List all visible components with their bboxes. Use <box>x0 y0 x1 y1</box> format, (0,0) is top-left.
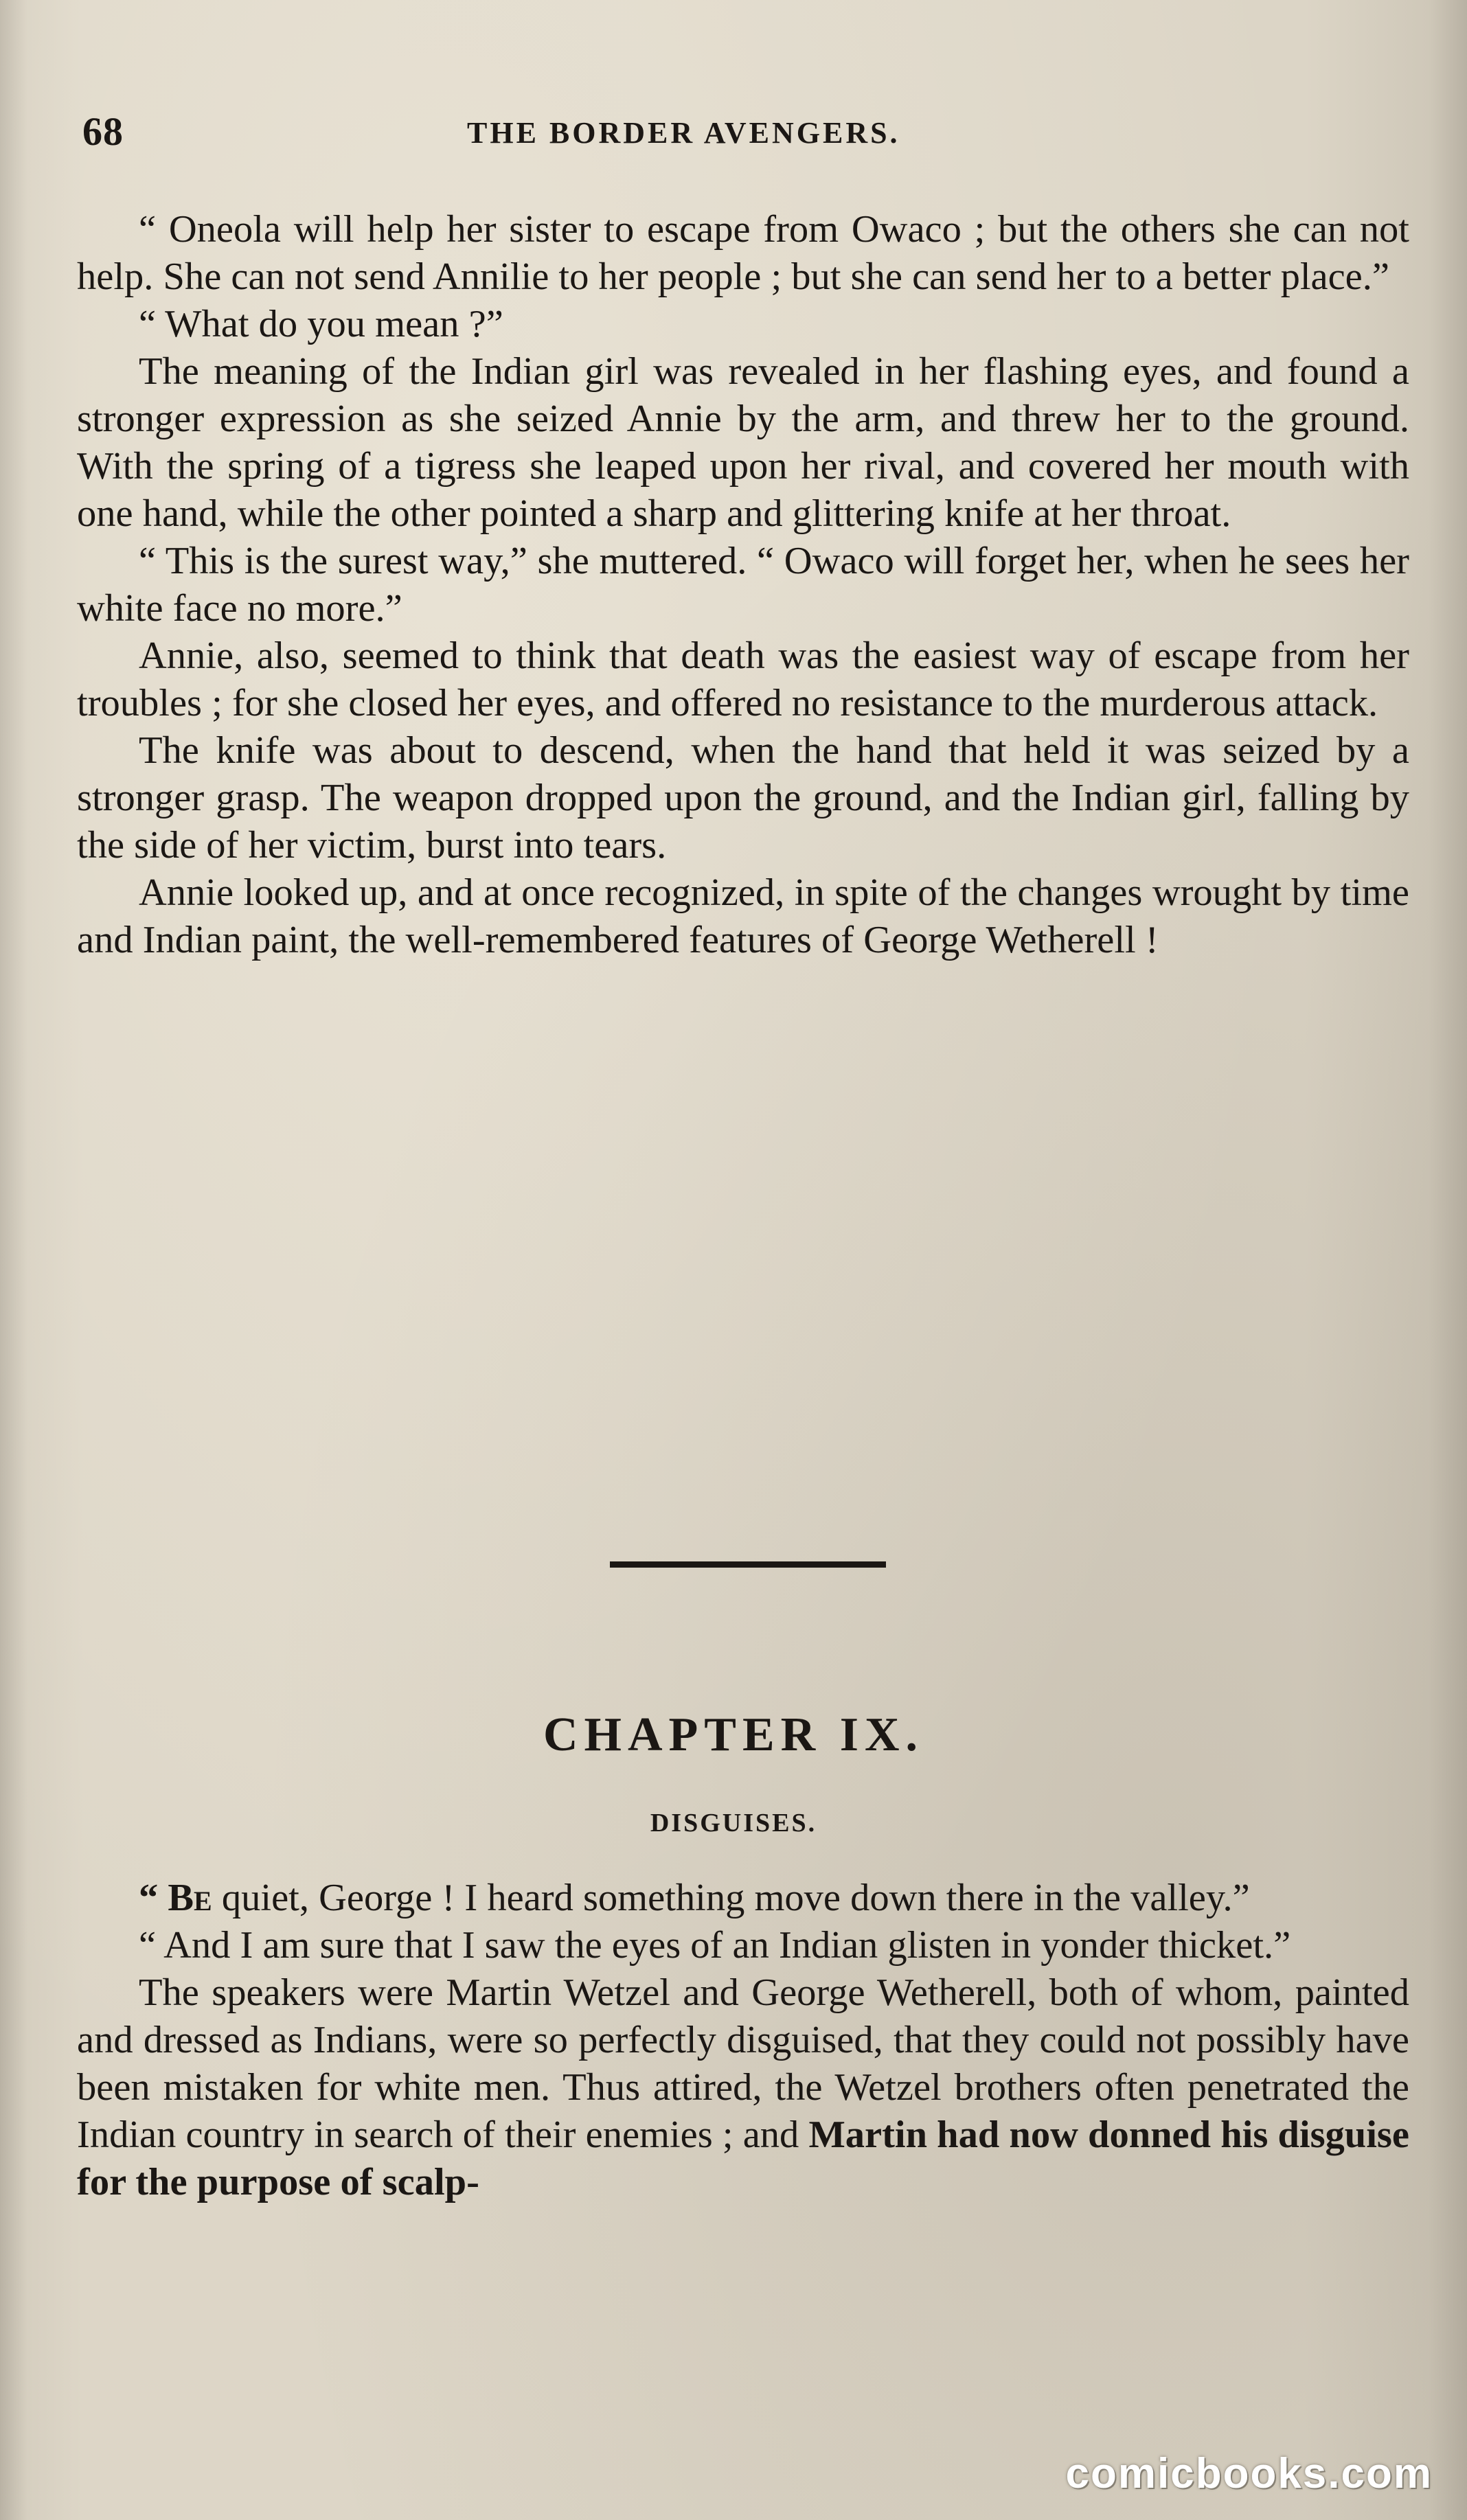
paragraph: “ This is the surest way,” she muttered. “ Owaco will forget her, when he sees her white face no more.” <box>77 540 1409 630</box>
running-head <box>82 108 1415 157</box>
body-text-after-chapter <box>77 1875 1409 2206</box>
paragraph: Annie, also, seemed to think that death was the easiest way of escape from her troubles ; for she closed her eyes, and offered no resistance to the murderous attack. <box>77 634 1409 724</box>
final-paragraph <box>77 1969 1409 2206</box>
paragraph: The meaning of the Indian girl was revealed in her flashing eyes, and found a stronger expression as she seized Annie by the arm, and threw her to the ground. With the spring of a tigress she leaped upon her rival, and covered her mouth with one hand, while the other pointed a sharp and glittering knife at her throat. <box>77 350 1409 535</box>
paragraph: The knife was about to descend, when the hand that held it was seized by a stronger grasp. The weapon dropped upon the ground, and the Indian girl, falling by the side of her victim, burst into tears. <box>77 729 1409 867</box>
paragraph: “ Oneola will help her sister to escape from Owaco ; but the others she can not help. She can not send Annilie to her people ; but she can send her to a better place.” <box>77 208 1409 298</box>
paragraph: Annie looked up, and at once recognized, in spite of the changes wrought by time and Indian paint, the well-remembered features of George Wetherell ! <box>77 871 1409 961</box>
opening-paragraph <box>77 1875 1409 1922</box>
opening-rest: quiet, George ! I heard something move down there in the valley.” <box>212 1877 1250 1919</box>
chapter-subtitle: DISGUISES. <box>650 1809 817 1837</box>
paragraph: “ And I am sure that I saw the eyes of an Indian glisten in yonder thicket.” <box>139 1924 1291 1967</box>
section-divider-rule <box>610 1561 886 1568</box>
chapter-heading: CHAPTER IX. <box>543 1708 924 1761</box>
final-paragraph-tail: Martin had now donned his disguise for the purpose of scalp- <box>77 2114 1409 2203</box>
opening-word: “ Be <box>139 1877 212 1919</box>
body-text-before-chapter <box>77 206 1409 964</box>
page-number: 68 <box>82 109 124 154</box>
watermark-text: comicbooks.com <box>1065 2450 1433 2497</box>
book-title: THE BORDER AVENGERS. <box>467 116 900 150</box>
paragraph: “ What do you mean ?” <box>139 303 503 345</box>
final-paragraph-main: The speakers were Martin Wetzel and George Wetherell, both of whom, painted and dressed as Indians, were so perfectly disguised, that they could not possibly have been mistaken for white men. Thus attired, the Wetzel brothers often penetrated the Indian country in search of their enemies ; and <box>77 1971 1409 2156</box>
